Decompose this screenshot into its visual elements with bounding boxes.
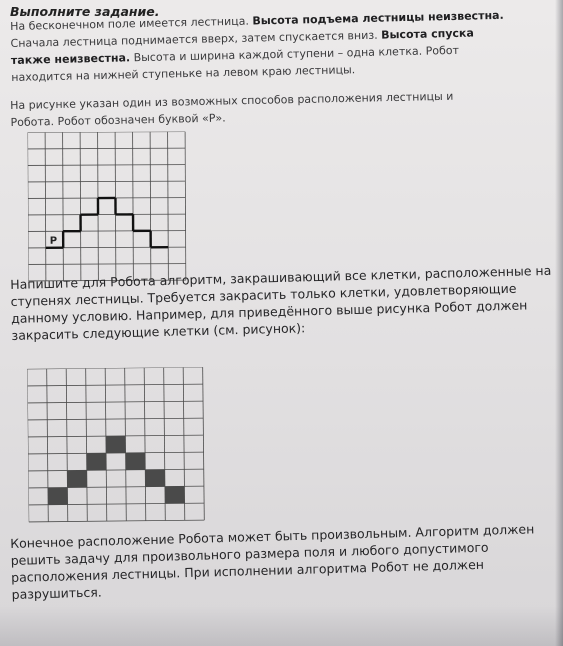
grid-line — [28, 214, 185, 215]
grid-line — [27, 369, 29, 522]
staircase-figure — [28, 132, 187, 283]
shadow — [0, 606, 563, 646]
grid-line — [45, 132, 46, 280]
grid-line — [28, 148, 185, 149]
shadow — [555, 0, 563, 646]
bold-segment: Высота подъема лестницы неизвестна. — [252, 8, 504, 28]
grid-line — [203, 367, 205, 520]
grid-line — [28, 181, 185, 182]
text-segment: Высота и ширина каждой ступени – одна клетка. Робот находится на нижней ступеньке на левом краю лестницы. — [11, 43, 460, 84]
task-title: Выполните задание. — [10, 4, 160, 19]
grid-line — [28, 401, 203, 403]
painted-cells-figure — [27, 367, 207, 525]
grid-line — [168, 132, 169, 280]
grid-line — [28, 165, 185, 166]
painted-cell — [145, 470, 165, 487]
grid-line — [150, 132, 151, 280]
painted-cell — [165, 486, 185, 503]
grid-line — [133, 132, 134, 280]
grid-line — [63, 132, 64, 280]
grid-line — [80, 132, 81, 280]
robot-label: Р — [49, 235, 58, 247]
grid-line — [144, 368, 146, 521]
grid-line — [28, 132, 29, 280]
paragraph-conditions: Конечное расположение Робота может быть произвольным. Алгоритм должен решить задачу для произвольного размера поля и любого допустимого расположения лестницы. При исполнении алгоритма Робот не должен разрушиться. — [10, 521, 535, 602]
grid-line — [164, 368, 166, 521]
painted-cell — [126, 453, 146, 470]
grid-line — [28, 231, 185, 232]
text-segment: На бесконечном поле имеется лестница. — [10, 14, 253, 33]
grid-line — [28, 418, 203, 420]
grid-line — [185, 132, 186, 280]
painted-cell — [67, 470, 87, 487]
grid-line — [27, 367, 202, 369]
grid-line — [47, 369, 49, 522]
grid-line — [28, 132, 185, 133]
paragraph-figure-note: На рисунке указан один из возможных способов расположения лестницы и Робота. Робот обозначен буквой «Р». — [10, 89, 454, 129]
grid-line — [28, 469, 203, 471]
painted-cell — [87, 453, 107, 470]
text-segment: Сначала лестница поднимается вверх, затем спускается вниз. — [10, 28, 382, 50]
grid-line — [86, 368, 88, 521]
grid-line — [27, 384, 202, 386]
grid-line — [28, 264, 185, 265]
grid-line — [29, 520, 204, 522]
paragraph-description — [10, 7, 516, 86]
bold-segment: Высота спуска также неизвестна. — [10, 26, 475, 67]
painted-cell — [48, 488, 68, 505]
painted-cell — [106, 436, 126, 453]
paragraph-instructions: Напишите для Робота алгоритм, закрашивающий все клетки, расположенные на ступенях лестницы. Требуется закрасить только клетки, удовлетворяющие данному условию. Например, для приведённого выше рисунка Робот должен закрасить следующие клетки (см. рисунок): — [10, 262, 552, 343]
grid-lines — [28, 132, 186, 281]
staircase-walls — [45, 198, 168, 248]
